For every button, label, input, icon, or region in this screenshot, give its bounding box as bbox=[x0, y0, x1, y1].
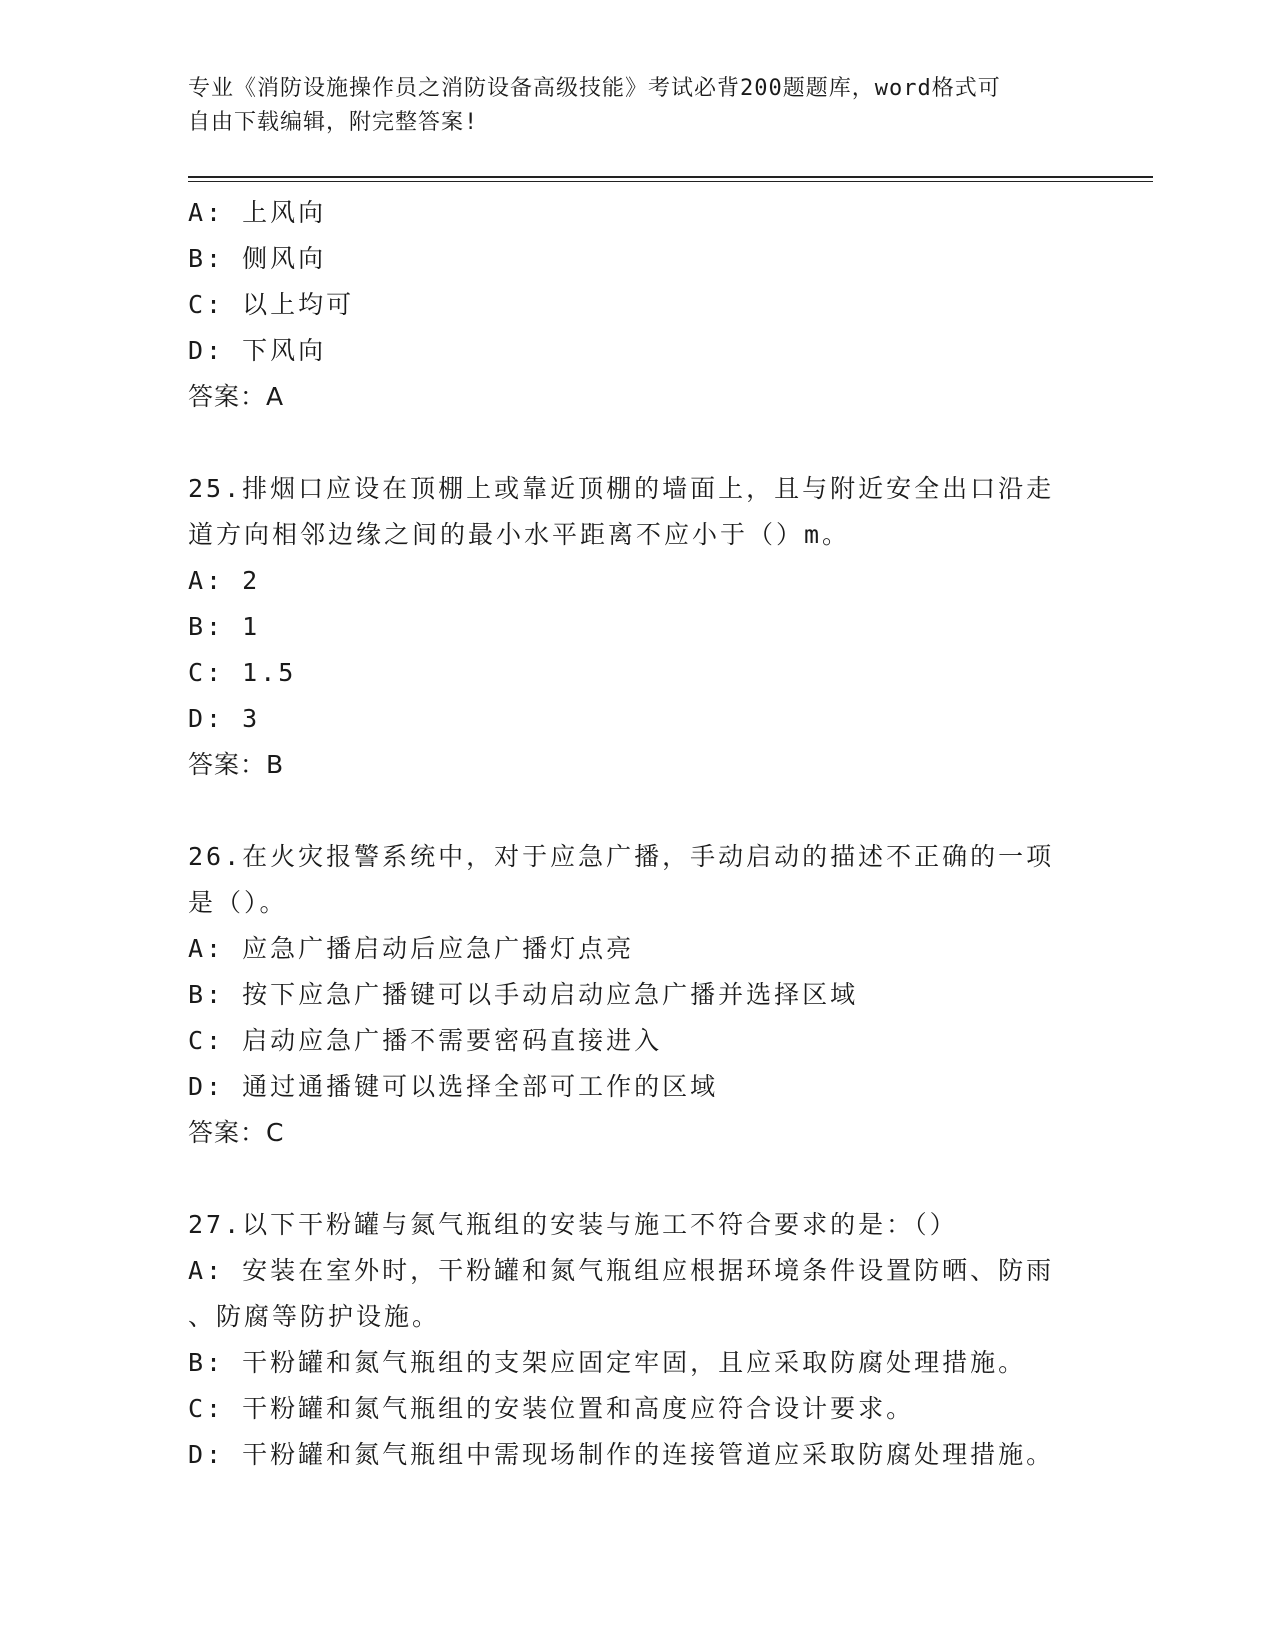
header-divider-thin bbox=[188, 181, 1153, 182]
option-c: C: 启动应急广播不需要密码直接进入 bbox=[188, 1026, 663, 1055]
header-divider-thick bbox=[188, 176, 1153, 178]
question-text-line: 26.在火灾报警系统中，对于应急广播，手动启动的描述不正确的一项 bbox=[188, 842, 1055, 871]
question-text-line: 道方向相邻边缘之间的最小水平距离不应小于（）m。 bbox=[188, 520, 851, 549]
option-a: A: 应急广播启动后应急广播灯点亮 bbox=[188, 934, 635, 963]
option-a: A: 2 bbox=[188, 566, 261, 595]
option-c: C: 以上均可 bbox=[188, 290, 355, 319]
question-25 bbox=[188, 466, 1088, 788]
answer: 答案：A bbox=[188, 382, 285, 411]
option-c: C: 干粉罐和氮气瓶组的安装位置和高度应符合设计要求。 bbox=[188, 1394, 915, 1423]
option-b: B: 1 bbox=[188, 612, 261, 641]
question-text-line: 27.以下干粉罐与氮气瓶组的安装与施工不符合要求的是：（） bbox=[188, 1210, 958, 1239]
question-text-line: 25.排烟口应设在顶棚上或靠近顶棚的墙面上，且与附近安全出口沿走 bbox=[188, 474, 1055, 503]
header-line-1: 专业《消防设施操作员之消防设备高级技能》考试必背200题题库，word格式可 bbox=[188, 76, 1001, 101]
question-list bbox=[188, 190, 1088, 1478]
option-d: D: 下风向 bbox=[188, 336, 327, 365]
option-d: D: 干粉罐和氮气瓶组中需现场制作的连接管道应采取防腐处理措施。 bbox=[188, 1440, 1055, 1469]
question-27 bbox=[188, 1202, 1088, 1478]
option-d: D: 通过通播键可以选择全部可工作的区域 bbox=[188, 1072, 719, 1101]
option-a-line-2: 、防腐等防护设施。 bbox=[188, 1302, 441, 1331]
spacer bbox=[188, 420, 1088, 466]
document-header bbox=[188, 72, 1088, 140]
question-text-line: 是（）。 bbox=[188, 888, 288, 917]
option-d: D: 3 bbox=[188, 704, 261, 733]
option-b: B: 侧风向 bbox=[188, 244, 327, 273]
option-b: B: 按下应急广播键可以手动启动应急广播并选择区域 bbox=[188, 980, 859, 1009]
header-line-2: 自由下载编辑，附完整答案! bbox=[188, 110, 479, 135]
option-a-line-1: A: 安装在室外时，干粉罐和氮气瓶组应根据环境条件设置防晒、防雨 bbox=[188, 1256, 1055, 1285]
option-b: B: 干粉罐和氮气瓶组的支架应固定牢固，且应采取防腐处理措施。 bbox=[188, 1348, 1027, 1377]
question-26 bbox=[188, 834, 1088, 1156]
question-24-options bbox=[188, 190, 1088, 420]
spacer bbox=[188, 1156, 1088, 1202]
option-c: C: 1.5 bbox=[188, 658, 297, 687]
answer: 答案：B bbox=[188, 750, 285, 779]
option-a: A: 上风向 bbox=[188, 198, 327, 227]
spacer bbox=[188, 788, 1088, 834]
answer: 答案：C bbox=[188, 1118, 285, 1147]
